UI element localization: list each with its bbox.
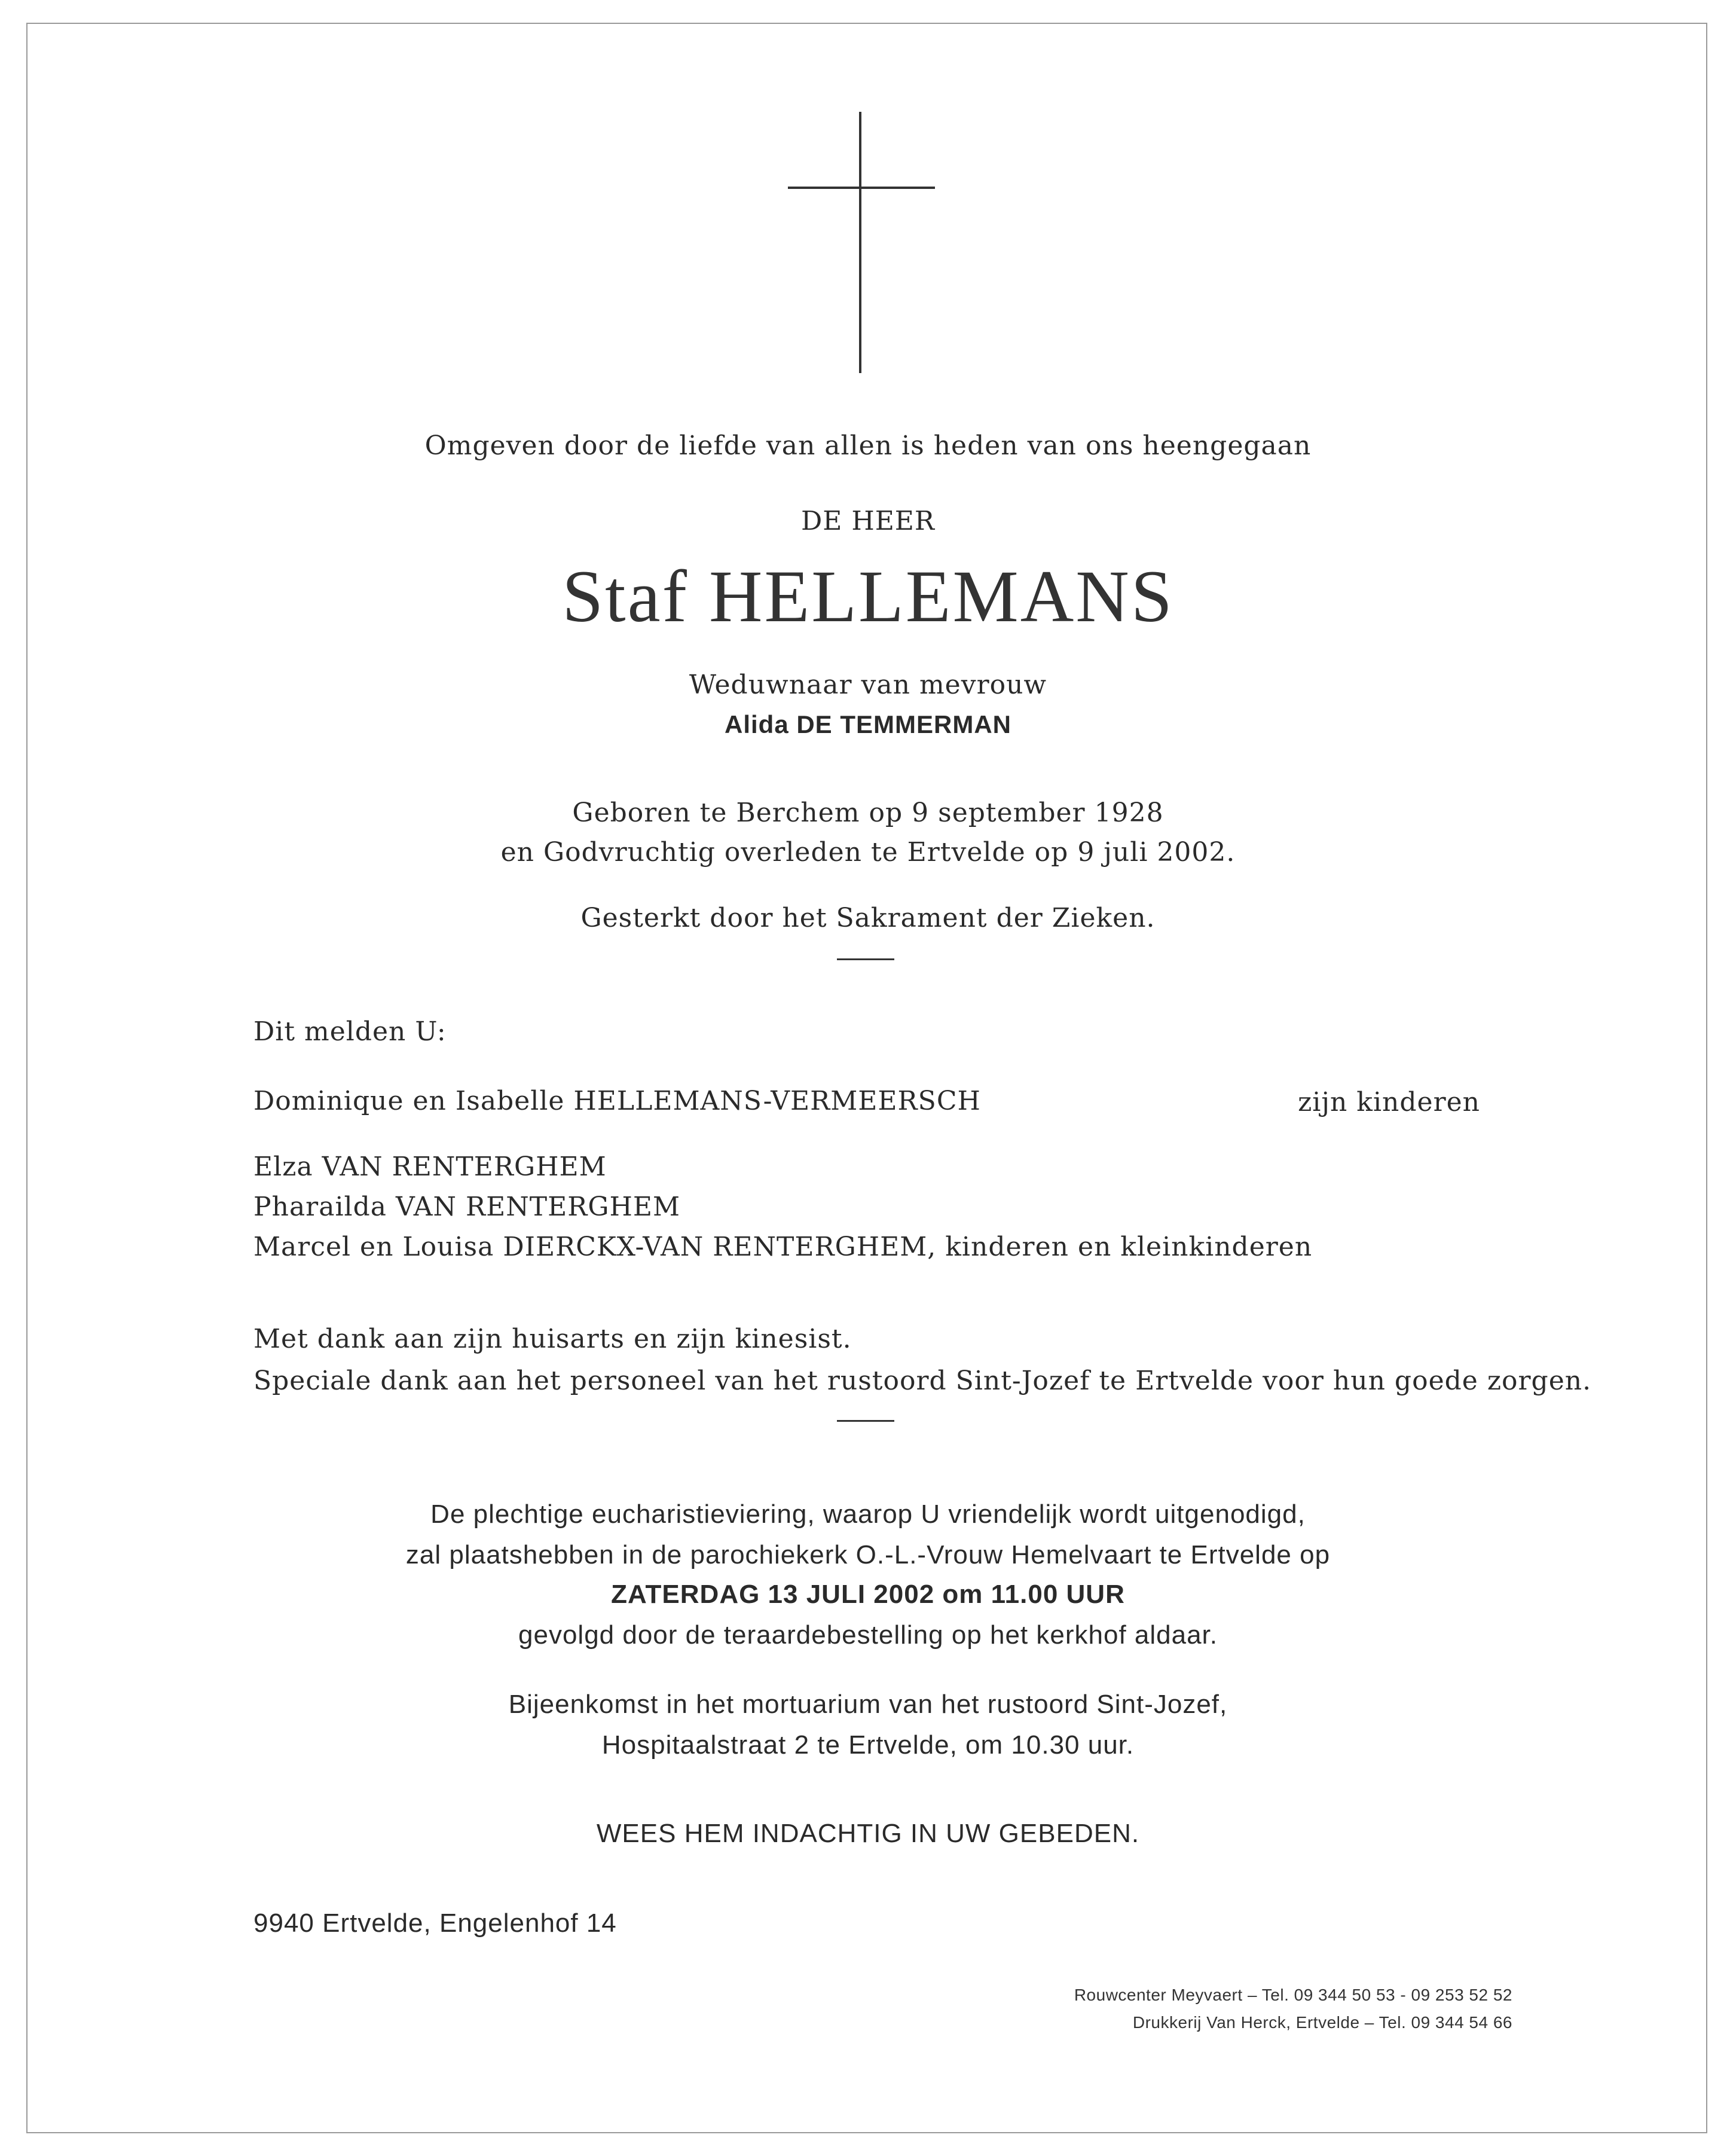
address: 9940 Ertvelde, Engelenhof 14	[253, 1908, 617, 1938]
thanks-line: Met dank aan zijn huisarts en zijn kinesist.	[253, 1324, 852, 1354]
thanks-line: Speciale dank aan het personeel van het rustoord Sint-Jozef te Ertvelde voor hun goede zorgen.	[253, 1366, 1592, 1396]
spouse-name: Alida DE TEMMERMAN	[725, 710, 1011, 738]
children-relation: zijn kinderen	[1298, 1087, 1480, 1117]
gathering-line: Bijeenkomst in het mortuarium van het rustoord Sint-Jozef,	[508, 1690, 1228, 1719]
spouse-line: Weduwnaar van mevrouw	[689, 670, 1047, 700]
closing-line: WEES HEM INDACHTIG IN UW GEBEDEN.	[596, 1819, 1140, 1848]
divider	[837, 958, 894, 960]
service-line: zal plaatshebben in de parochiekerk O.-L.-Vrouw Hemelvaart te Ertvelde op	[405, 1540, 1331, 1569]
service-line: gevolgd door de teraardebestelling op het kerkhof aldaar.	[518, 1620, 1218, 1650]
death-line: en Godvruchtig overleden te Ertvelde op 9 juli 2002.	[500, 837, 1236, 868]
sacrament-line: Gesterkt door het Sakrament der Zieken.	[580, 903, 1156, 933]
children-names: Dominique en Isabelle HELLEMANS-VERMEERSCH	[253, 1086, 981, 1116]
gathering-line: Hospitaalstraat 2 te Ertvelde, om 10.30 uur.	[601, 1730, 1135, 1760]
honorific: DE HEER	[800, 506, 936, 536]
birth-line: Geboren te Berchem op 9 september 1928	[572, 798, 1164, 828]
family-line: Marcel en Louisa DIERCKX-VAN RENTERGHEM, kinderen en kleinkinderen	[253, 1232, 1313, 1262]
credit-line: Rouwcenter Meyvaert – Tel. 09 344 50 53 - 09 253 52 52	[1074, 1986, 1512, 2004]
credit-line: Drukkerij Van Herck, Ertvelde – Tel. 09 344 54 66	[1132, 2013, 1512, 2032]
family-line: Elza VAN RENTERGHEM	[253, 1152, 607, 1182]
announce-intro: Dit melden U:	[253, 1016, 447, 1047]
family-line: Pharailda VAN RENTERGHEM	[253, 1192, 681, 1222]
opening-line: Omgeven door de liefde van allen is heden van ons heengegaan	[424, 430, 1312, 461]
service-datetime: ZATERDAG 13 JULI 2002 om 11.00 UUR	[611, 1580, 1125, 1609]
page-border	[26, 23, 1707, 2133]
service-line: De plechtige eucharistieviering, waarop U vriendelijk wordt uitgenodigd,	[430, 1500, 1306, 1529]
divider	[837, 1420, 894, 1422]
deceased-name: Staf HELLEMANS	[562, 555, 1174, 637]
